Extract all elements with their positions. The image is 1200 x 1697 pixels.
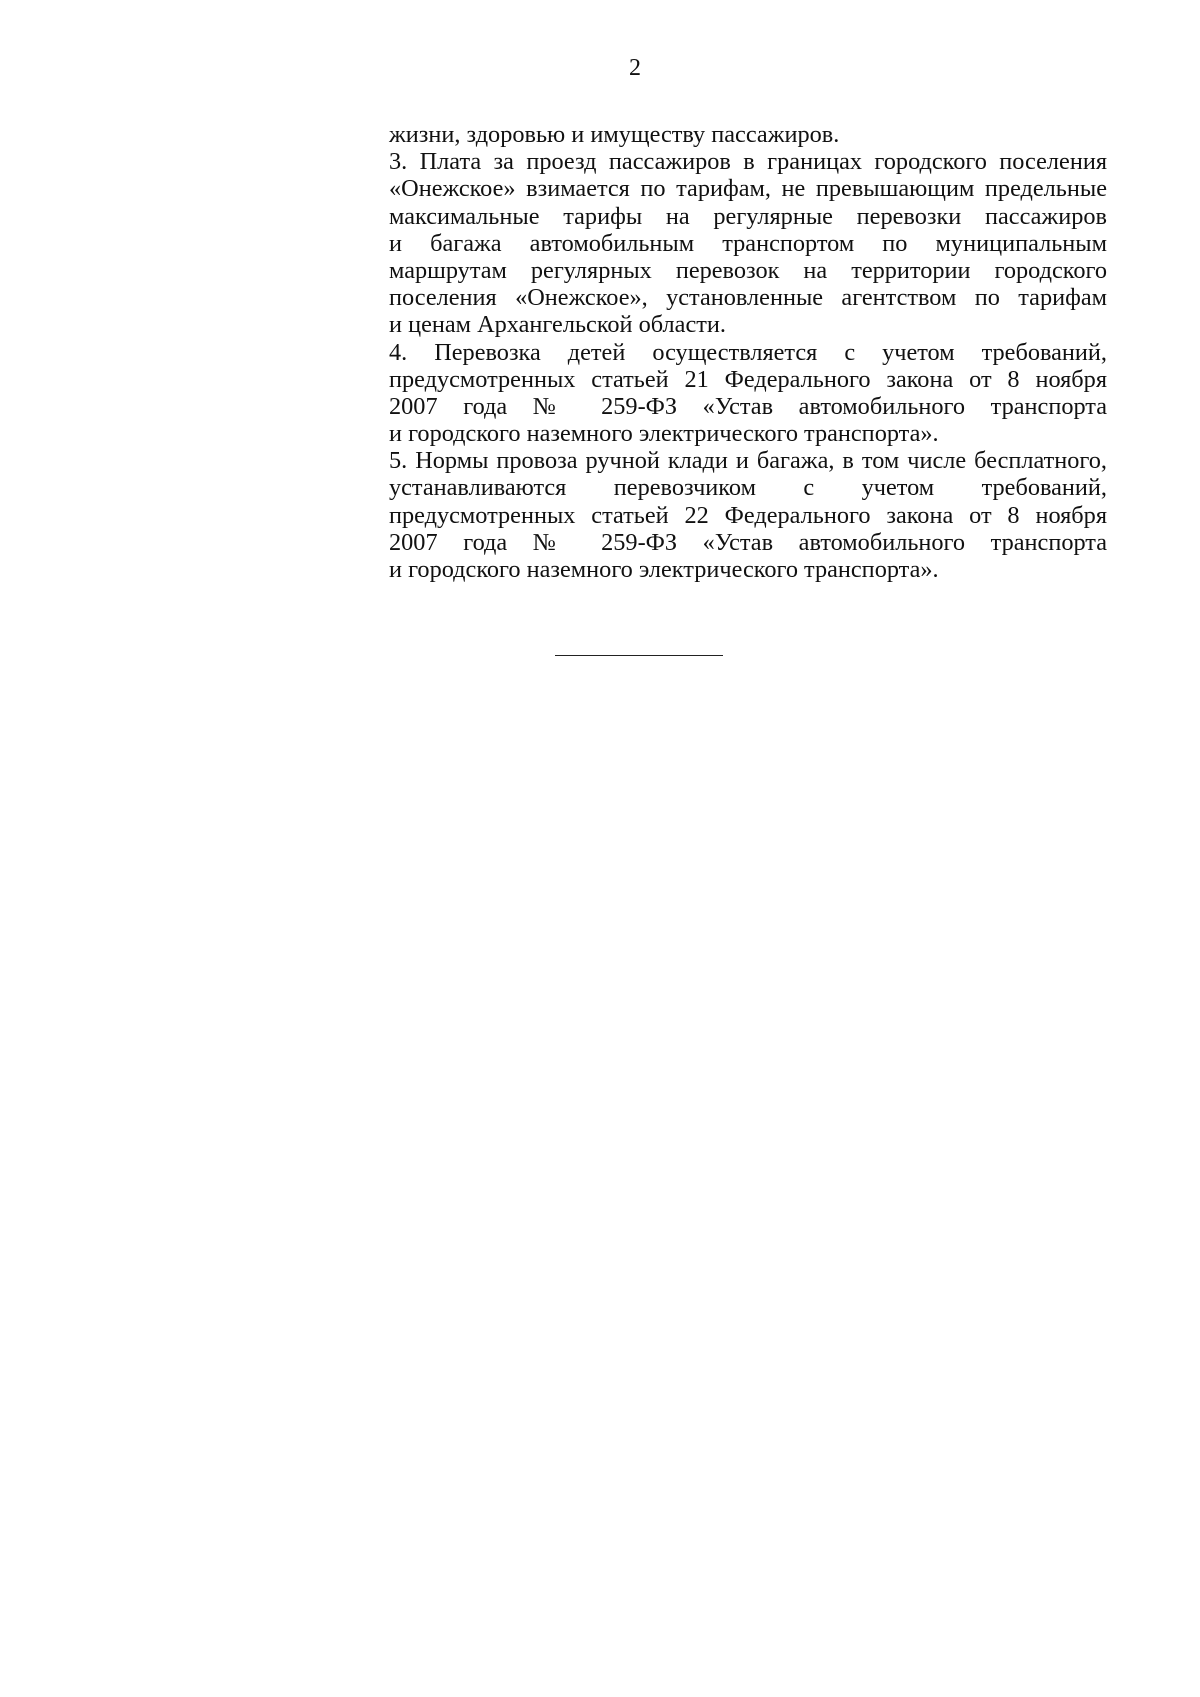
paragraph-3-line: «Онежское» взимается по тарифам, не превышающим предельные [389, 175, 1107, 203]
page-number: 2 [629, 55, 641, 81]
paragraph-continuation-line: жизни, здоровью и имуществу пассажиров. [389, 121, 840, 148]
paragraph-4-line: и городского наземного электрического транспорта». [389, 420, 939, 448]
paragraph-5-line: предусмотренных статьей 22 Федерального закона от 8 ноября [389, 501, 1107, 529]
paragraph-4-line: предусмотренных статьей 21 Федерального закона от 8 ноября [389, 365, 1107, 393]
paragraph-3-line: максимальные тарифы на регулярные перевозки пассажиров [389, 202, 1107, 230]
paragraph-3-line: и ценам Архангельской области. [389, 311, 726, 339]
document-body [389, 121, 1107, 583]
paragraph-3-line: маршрутам регулярных перевозок на территории городского [389, 256, 1107, 284]
paragraph-3-line: и багажа автомобильным транспортом по муниципальным [389, 229, 1107, 257]
paragraph-5-line: 5. Нормы провоза ручной клади и багажа, в том числе бесплатного, [389, 447, 1107, 475]
paragraph-5-line: 2007 года № 259-ФЗ «Устав автомобильного транспорта [389, 528, 1107, 556]
paragraph-3-line: 3. Плата за проезд пассажиров в границах городского поселения [389, 148, 1107, 176]
closing-rule [555, 655, 723, 656]
paragraph-5-line: устанавливаются перевозчиком с учетом требований, [389, 474, 1107, 502]
paragraph-4-line: 2007 года № 259-ФЗ «Устав автомобильного транспорта [389, 392, 1107, 420]
paragraph-4-line: 4. Перевозка детей осуществляется с учетом требований, [389, 338, 1107, 366]
paragraph-5-line: и городского наземного электрического транспорта». [389, 556, 939, 583]
paragraph-3-line: поселения «Онежское», установленные агентством по тарифам [389, 284, 1107, 312]
